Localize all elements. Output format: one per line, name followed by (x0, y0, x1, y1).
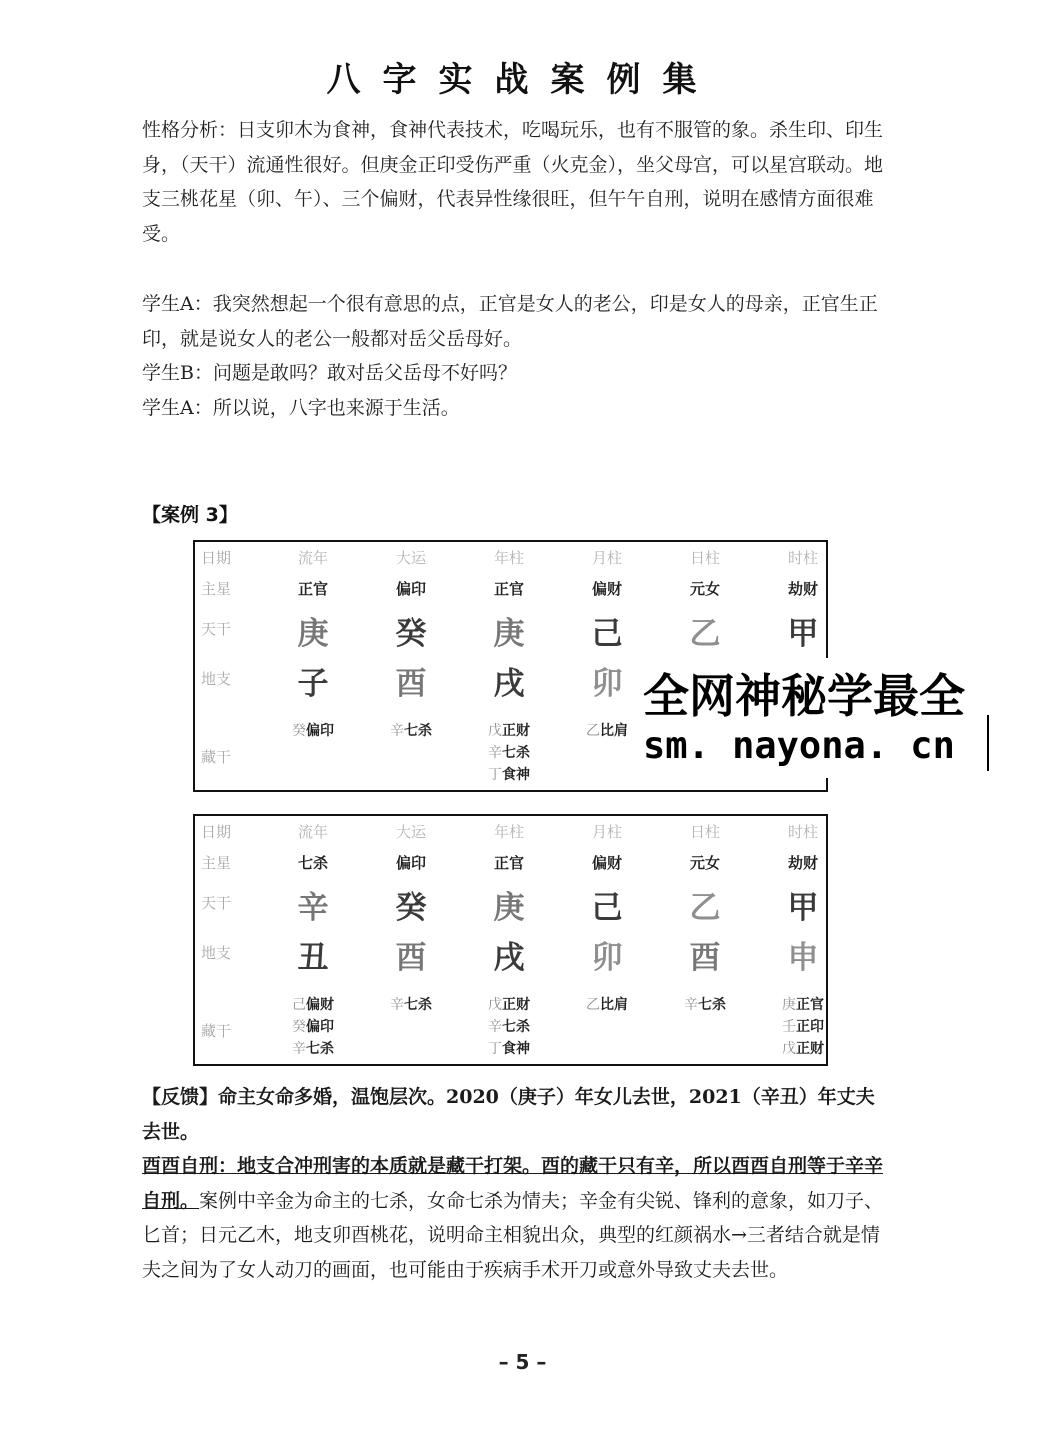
main-star: 劫财 (787, 854, 818, 872)
hidden-stems-cell (656, 994, 754, 1016)
hidden-stem-char: 癸 (292, 723, 306, 739)
hidden-stem-char: 辛 (390, 997, 404, 1013)
hidden-stem-god: 七杀 (502, 745, 530, 761)
hidden-stems-cell (460, 994, 558, 1060)
main-star: 偏印 (395, 580, 426, 598)
hidden-stem-char: 癸 (292, 1019, 306, 1035)
main-star: 七杀 (297, 854, 328, 872)
hidden-stem-item (460, 1038, 558, 1060)
case-label: 【案例 3】 (142, 504, 238, 526)
hidden-stem-god: 正印 (796, 1019, 824, 1035)
hidden-stem-item (460, 764, 558, 786)
feedback-section (142, 1080, 887, 1287)
main-star: 偏印 (395, 854, 426, 872)
hidden-stem-god: 七杀 (502, 1019, 530, 1035)
earthly-branch: 子 (297, 666, 329, 702)
heavenly-stem: 己 (591, 890, 623, 926)
heavenly-stem: 甲 (787, 890, 819, 926)
earthly-branch: 酉 (689, 940, 721, 976)
hidden-stems-cell (460, 720, 558, 786)
hidden-stems-cell (558, 994, 656, 1016)
bazi-chart-2 (193, 814, 828, 1066)
column-header: 年柱 (493, 823, 524, 841)
explanation-text: 案例中辛金为命主的七杀，女命七杀为情夫；辛金有尖锐、锋利的意象，如刀子、匕首；日元乙木，地支卯酉桃花，说明命主相貌出众，典型的红颜祸水→三者结合就是情夫之间为了女人动刀的画面，也可能由于疾病手术开刀或意外导致丈夫去世。 (142, 1189, 884, 1281)
main-star: 正官 (297, 580, 328, 598)
hidden-stem-god: 偏财 (306, 997, 334, 1013)
earthly-branch: 酉 (395, 666, 427, 702)
heavenly-stem: 癸 (395, 616, 427, 652)
dialogue-line-1: 学生A：我突然想起一个很有意思的点，正官是女人的老公，印是女人的母亲，正官生正印，就是说女人的老公一般都对岳父岳母好。 (142, 293, 878, 350)
hidden-stem-char: 己 (292, 997, 306, 1013)
column-header: 流年 (297, 549, 328, 567)
analysis-paragraph (142, 113, 887, 251)
hidden-stem-god: 比肩 (600, 997, 628, 1013)
dialogue-section (142, 287, 887, 425)
row-label-branch: 地支 (201, 670, 232, 688)
hidden-stem-god: 食神 (502, 767, 530, 783)
page-number: – 5 – (498, 1350, 547, 1374)
earthly-branch: 申 (787, 940, 819, 976)
row-label-stem: 天干 (201, 620, 232, 638)
feedback-label: 【反馈】 (142, 1086, 219, 1108)
heavenly-stem: 己 (591, 616, 623, 652)
watermark (637, 658, 1045, 778)
hidden-stems-cell (264, 994, 362, 1060)
hidden-stem-char: 辛 (684, 997, 698, 1013)
column-header: 大运 (395, 823, 426, 841)
hidden-stems-cell (264, 720, 362, 742)
hidden-stem-item (460, 1016, 558, 1038)
hidden-stems-cell (362, 720, 460, 742)
column-header: 大运 (395, 549, 426, 567)
text-cursor (987, 715, 989, 771)
hidden-stem-item (754, 1016, 852, 1038)
hidden-stem-item (264, 720, 362, 742)
heavenly-stem: 庚 (493, 890, 525, 926)
column-header: 月柱 (591, 549, 622, 567)
row-label-date: 日期 (201, 823, 232, 841)
main-star: 元女 (689, 854, 720, 872)
hidden-stem-god: 偏印 (306, 723, 334, 739)
hidden-stem-char: 乙 (586, 723, 600, 739)
row-label-hidden: 藏干 (201, 748, 232, 766)
hidden-stem-item (460, 720, 558, 742)
dialogue-line-3: 学生A：所以说，八字也来源于生活。 (142, 396, 460, 419)
hidden-stem-god: 正财 (502, 723, 530, 739)
hidden-stem-char: 辛 (292, 1041, 306, 1057)
hidden-stem-item (754, 994, 852, 1016)
column-header: 流年 (297, 823, 328, 841)
hidden-stem-god: 七杀 (404, 723, 432, 739)
hidden-stem-god: 比肩 (600, 723, 628, 739)
hidden-stem-item (754, 1038, 852, 1060)
column-header: 时柱 (787, 549, 818, 567)
hidden-stem-god: 食神 (502, 1041, 530, 1057)
hidden-stem-item (460, 742, 558, 764)
hidden-stems-cell (754, 994, 852, 1060)
hidden-stem-god: 偏印 (306, 1019, 334, 1035)
earthly-branch: 酉 (395, 940, 427, 976)
earthly-branch: 卯 (591, 940, 623, 976)
hidden-stem-char: 戊 (488, 997, 502, 1013)
hidden-stem-char: 辛 (488, 745, 502, 761)
hidden-stem-char: 丁 (488, 767, 502, 783)
column-header: 月柱 (591, 823, 622, 841)
hidden-stem-char: 壬 (782, 1019, 796, 1035)
explanation-underlined: 酉酉自刑：地支合冲刑害的本质就是藏干打架。酉的藏干只有辛，所以酉酉自刑等于辛辛自刑。 (142, 1155, 884, 1212)
heavenly-stem: 甲 (787, 616, 819, 652)
heavenly-stem: 乙 (689, 890, 721, 926)
page-title: 八字实战案例集 (326, 60, 719, 100)
hidden-stem-char: 辛 (488, 1019, 502, 1035)
main-star: 偏财 (591, 854, 622, 872)
hidden-stem-char: 丁 (488, 1041, 502, 1057)
column-header: 日柱 (689, 823, 720, 841)
feedback-paragraph (142, 1080, 887, 1149)
row-label-hidden: 藏干 (201, 1022, 232, 1040)
hidden-stem-god: 正财 (502, 997, 530, 1013)
heavenly-stem: 辛 (297, 890, 329, 926)
analysis-text: 性格分析：日支卯木为食神，食神代表技术，吃喝玩乐，也有不服管的象。杀生印、印生身，（天干）流通性很好。但庚金正印受伤严重（火克金），坐父母宫，可以星宫联动。地支三桃花星（卯、午）、三个偏财，代表异性缘很旺，但午午自刑，说明在感情方面很难受。 (142, 119, 884, 245)
hidden-stem-god: 七杀 (404, 997, 432, 1013)
dialogue-line-2: 学生B：问题是敢吗？敢对岳父岳母不好吗？ (142, 362, 517, 384)
column-header: 年柱 (493, 549, 524, 567)
earthly-branch: 卯 (591, 666, 623, 702)
hidden-stem-char: 庚 (782, 997, 796, 1013)
hidden-stem-god: 七杀 (698, 997, 726, 1013)
main-star: 元女 (689, 580, 720, 598)
main-star: 偏财 (591, 580, 622, 598)
hidden-stem-item (558, 994, 656, 1016)
earthly-branch: 戌 (493, 666, 525, 702)
column-header: 时柱 (787, 823, 818, 841)
row-label-star: 主星 (201, 580, 232, 598)
heavenly-stem: 庚 (297, 616, 329, 652)
hidden-stem-item (264, 1038, 362, 1060)
hidden-stem-item (264, 1016, 362, 1038)
hidden-stem-god: 七杀 (306, 1041, 334, 1057)
watermark-title: 全网神秘学最全 (643, 669, 965, 723)
hidden-stem-item (362, 720, 460, 742)
row-label-stem: 天干 (201, 894, 232, 912)
earthly-branch: 丑 (297, 940, 329, 976)
column-header: 日柱 (689, 549, 720, 567)
hidden-stem-god: 正财 (796, 1041, 824, 1057)
hidden-stem-item (362, 994, 460, 1016)
heavenly-stem: 癸 (395, 890, 427, 926)
main-star: 正官 (493, 580, 524, 598)
earthly-branch: 戌 (493, 940, 525, 976)
heavenly-stem: 乙 (689, 616, 721, 652)
row-label-branch: 地支 (201, 944, 232, 962)
hidden-stem-item (656, 994, 754, 1016)
hidden-stem-char: 戊 (782, 1041, 796, 1057)
hidden-stem-item (460, 994, 558, 1016)
hidden-stem-char: 辛 (390, 723, 404, 739)
hidden-stems-cell (362, 994, 460, 1016)
row-label-date: 日期 (201, 549, 232, 567)
hidden-stem-god: 正官 (796, 997, 824, 1013)
hidden-stem-item (264, 994, 362, 1016)
main-star: 正官 (493, 854, 524, 872)
row-label-star: 主星 (201, 854, 232, 872)
hidden-stem-char: 乙 (586, 997, 600, 1013)
heavenly-stem: 庚 (493, 616, 525, 652)
hidden-stem-char: 戊 (488, 723, 502, 739)
main-star: 劫财 (787, 580, 818, 598)
explanation-paragraph (142, 1149, 887, 1287)
watermark-url: sm. nayona. cn (643, 724, 955, 767)
feedback-text: 命主女命多婚，温饱层次。2020（庚子）年女儿去世，2021（辛丑）年丈夫去世。 (142, 1086, 875, 1143)
